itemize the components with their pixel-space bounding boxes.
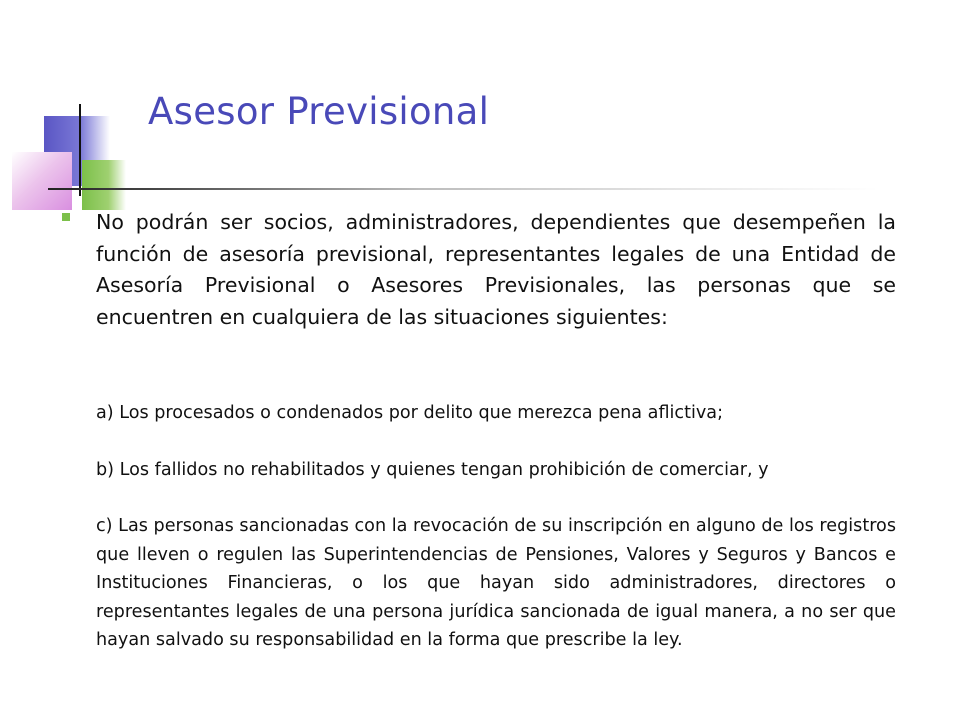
green-square-decoration	[82, 160, 126, 210]
slide-title: Asesor Previsional	[148, 90, 490, 133]
square-bullet-icon	[62, 213, 70, 221]
list-item-a: a) Los procesados o condenados por delito que merezca pena aflictiva;	[96, 403, 724, 423]
list-item-b: b) Los fallidos no rehabilitados y quienes tengan prohibición de comerciar, y	[96, 459, 769, 480]
decorative-logo	[0, 0, 140, 210]
title-underline-rule	[48, 188, 878, 190]
situations-list	[96, 399, 896, 655]
list-item-c: c) Las personas sancionadas con la revocación de su inscripción en alguno de los registros que lleven o regulen las Superintendencias de Pensiones, Valores y Seguros y Bancos e Instituciones Financieras, o los que hayan sido administradores, directores o representantes legales de una persona jurídica sancionada de igual manera, a no ser que hayan salvado su responsabilidad en la forma que prescribe la ley.	[96, 516, 896, 650]
intro-paragraph: No podrán ser socios, administradores, dependientes que desempeñen la función de asesoría previsional, representantes legales de una Entidad de Asesoría Previsional o Asesores Previsionales, las personas que se encuentren en cualquiera de las situaciones siguientes:	[96, 210, 896, 329]
pink-square-decoration	[12, 152, 72, 210]
vertical-rule	[79, 104, 81, 196]
